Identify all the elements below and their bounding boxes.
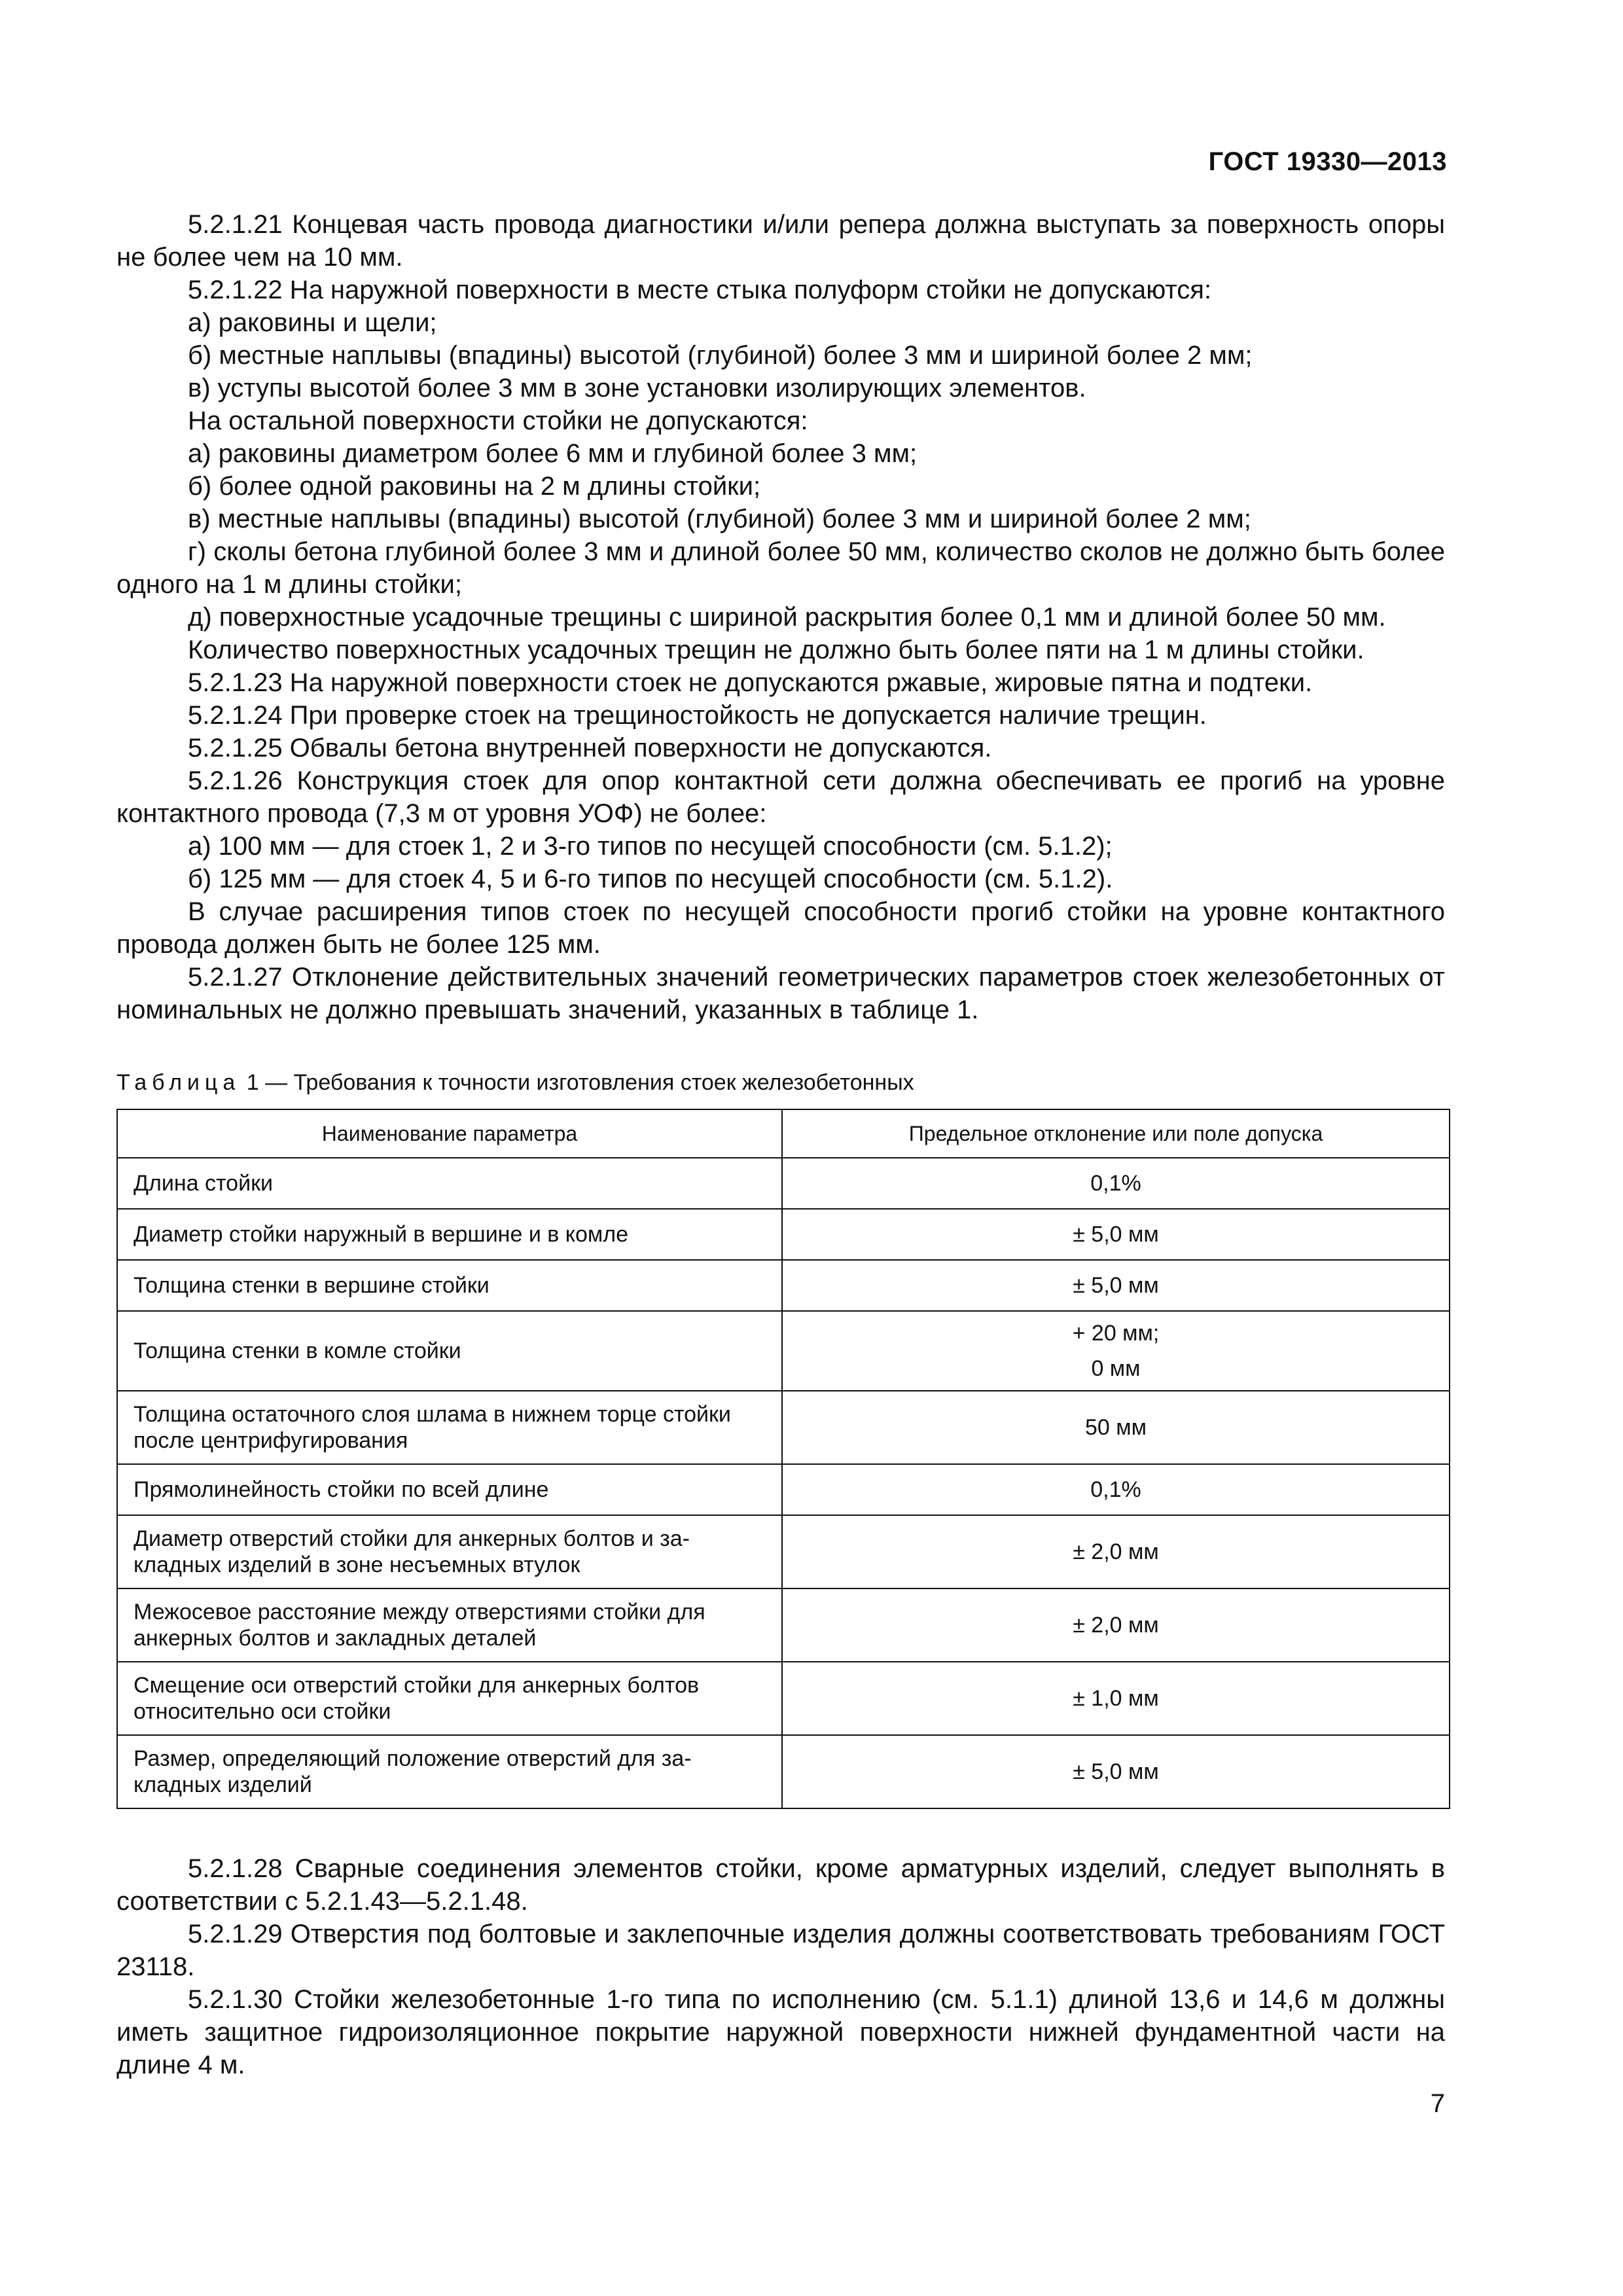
paragraph: в) уступы высотой более 3 мм в зоне установки изолирующих элементов.: [188, 374, 1086, 403]
table-caption-title: 1 — Требования к точности изготовления стоек железобетонных: [240, 1070, 914, 1095]
paragraph: Количество поверхностных усадочных трещин не должно быть более пяти на 1 м длины стойки.: [188, 636, 1364, 664]
tolerance-value-cell: [782, 1391, 1450, 1464]
tolerance-value-line: ± 5,0 мм: [1073, 1273, 1159, 1298]
paragraph: 5.2.1.22 На наружной поверхности в месте стыка полуформ стойки не допускаются:: [188, 276, 1212, 304]
tolerance-value-line: 0 мм: [1091, 1356, 1141, 1381]
tolerance-value-cell: [782, 1515, 1450, 1588]
tolerance-value-cell: [782, 1260, 1450, 1311]
paragraph: а) раковины и щели;: [188, 308, 437, 337]
tolerance-value-line: ± 2,0 мм: [1073, 1613, 1159, 1638]
body-text-top: [116, 208, 1445, 1026]
tolerance-value-cell: [782, 1662, 1450, 1735]
table-body: [117, 1158, 1450, 1808]
tolerance-value-line: ± 2,0 мм: [1073, 1539, 1159, 1564]
paragraph: 5.2.1.21 Концевая часть провода диагностики и/или репера должна выступать за поверхность опоры не более чем на 10 мм.: [116, 210, 1445, 272]
parameter-name-cell: Длина стойки: [117, 1158, 782, 1209]
paragraph: 5.2.1.25 Обвалы бетона внутренней поверхности не допускаются.: [188, 734, 992, 762]
table-row: [117, 1464, 1450, 1515]
table-row: [117, 1588, 1450, 1662]
table-row: [117, 1311, 1450, 1391]
paragraph: в) местные наплывы (впадины) высотой (глубиной) более 3 мм и шириной более 2 мм;: [188, 505, 1251, 533]
parameter-name-cell: Толщина стенки в комле стойки: [117, 1311, 782, 1391]
parameter-name-cell: Размер, определяющий положение отверстий для закладных изделий: [117, 1735, 782, 1808]
tolerance-value-cell: [782, 1209, 1450, 1260]
tolerance-value-cell: [782, 1464, 1450, 1515]
paragraph: а) раковины диаметром более 6 мм и глубиной более 3 мм;: [188, 439, 918, 468]
paragraph: 5.2.1.30 Стойки железобетонные 1-го типа по исполнению (см. 5.1.1) длиной 13,6 и 14,6 м должны иметь защитное гидроизоляционное покрытие наружной поверхности нижней фундаментной части на длине 4 м.: [116, 1985, 1445, 2079]
tolerance-value-line: ± 1,0 мм: [1073, 1686, 1159, 1711]
paragraph: а) 100 мм — для стоек 1, 2 и 3-го типов по несущей способности (см. 5.1.2);: [188, 832, 1113, 861]
tolerance-value-line: 0,1%: [1090, 1171, 1141, 1196]
paragraph: В случае расширения типов стоек по несущей способности прогиб стойки на уровне контактного провода должен быть не более 125 мм.: [116, 897, 1445, 959]
tolerance-table: [116, 1109, 1450, 1809]
table-row: [117, 1662, 1450, 1735]
table-caption: [116, 1068, 914, 1097]
column-header-tolerance: Предельное отклонение или поле допуска: [782, 1109, 1450, 1158]
paragraph: На остальной поверхности стойки не допускаются:: [188, 406, 808, 435]
tolerance-value-line: 50 мм: [1084, 1415, 1147, 1440]
table-row: [117, 1391, 1450, 1464]
parameter-name-cell: Смещение оси отверстий стойки для анкерных болтов относительно оси стойки: [117, 1662, 782, 1735]
parameter-name-cell: Диаметр стойки наружный в вершине и в комле: [117, 1209, 782, 1260]
tolerance-value-cell: [782, 1311, 1450, 1391]
table-row: [117, 1209, 1450, 1260]
paragraph: 5.2.1.24 При проверке стоек на трещиностойкость не допускается наличие трещин.: [188, 701, 1207, 730]
parameter-name-cell: Диаметр отверстий стойки для анкерных болтов и закладных изделий в зоне несъемных втулок: [117, 1515, 782, 1588]
paragraph: б) более одной раковины на 2 м длины стойки;: [188, 472, 761, 501]
paragraph: б) местные наплывы (впадины) высотой (глубиной) более 3 мм и шириной более 2 мм;: [188, 341, 1253, 370]
parameter-name-cell: Прямолинейность стойки по всей длине: [117, 1464, 782, 1515]
parameter-name-cell: Межосевое расстояние между отверстиями стойки для анкерных болтов и закладных деталей: [117, 1588, 782, 1662]
body-text-bottom: [116, 1852, 1445, 2081]
tolerance-value-cell: [782, 1588, 1450, 1662]
paragraph: г) сколы бетона глубиной более 3 мм и длиной более 50 мм, количество сколов не должно быть более одного на 1 м длины стойки;: [116, 537, 1445, 599]
table-row: [117, 1260, 1450, 1311]
tolerance-value-line: 0,1%: [1090, 1477, 1141, 1502]
paragraph: д) поверхностные усадочные трещины с шириной раскрытия более 0,1 мм и длиной более 50 мм.: [188, 603, 1386, 632]
parameter-name-cell: Толщина стенки в вершине стойки: [117, 1260, 782, 1311]
document-header: ГОСТ 19330—2013: [1208, 147, 1447, 176]
tolerance-value-cell: [782, 1735, 1450, 1808]
paragraph: 5.2.1.23 На наружной поверхности стоек не допускаются ржавые, жировые пятна и подтеки.: [188, 668, 1313, 697]
table-row: [117, 1515, 1450, 1588]
table-caption-label: Таблица: [116, 1070, 241, 1095]
parameter-name-cell: Толщина остаточного слоя шлама в нижнем торце стойки после центрифугирования: [117, 1391, 782, 1464]
table-row: [117, 1735, 1450, 1808]
tolerance-value-line: ± 5,0 мм: [1073, 1222, 1159, 1247]
table-header-row: [117, 1109, 1450, 1158]
paragraph: 5.2.1.27 Отклонение действительных значений геометрических параметров стоек железобетонных от номинальных не должно превышать значений, указанных в таблице 1.: [116, 963, 1445, 1024]
tolerance-value-line: + 20 мм;: [1072, 1321, 1160, 1346]
paragraph: 5.2.1.28 Сварные соединения элементов стойки, кроме арматурных изделий, следует выполнять в соответствии с 5.2.1.43—5.2.1.48.: [116, 1854, 1445, 1916]
paragraph: 5.2.1.29 Отверстия под болтовые и заклепочные изделия должны соответствовать требованиям ГОСТ 23118.: [116, 1920, 1445, 1981]
paragraph: б) 125 мм — для стоек 4, 5 и 6-го типов по несущей способности (см. 5.1.2).: [188, 865, 1113, 893]
paragraph: 5.2.1.26 Конструкция стоек для опор контактной сети должна обеспечивать ее прогиб на уровне контактного провода (7,3 м от уровня УОФ) не более:: [116, 766, 1445, 828]
table-row: [117, 1158, 1450, 1209]
tolerance-value-line: ± 5,0 мм: [1073, 1759, 1159, 1784]
column-header-parameter: Наименование параметра: [117, 1109, 782, 1158]
tolerance-value-cell: [782, 1158, 1450, 1209]
page-number: 7: [1430, 2089, 1445, 2118]
